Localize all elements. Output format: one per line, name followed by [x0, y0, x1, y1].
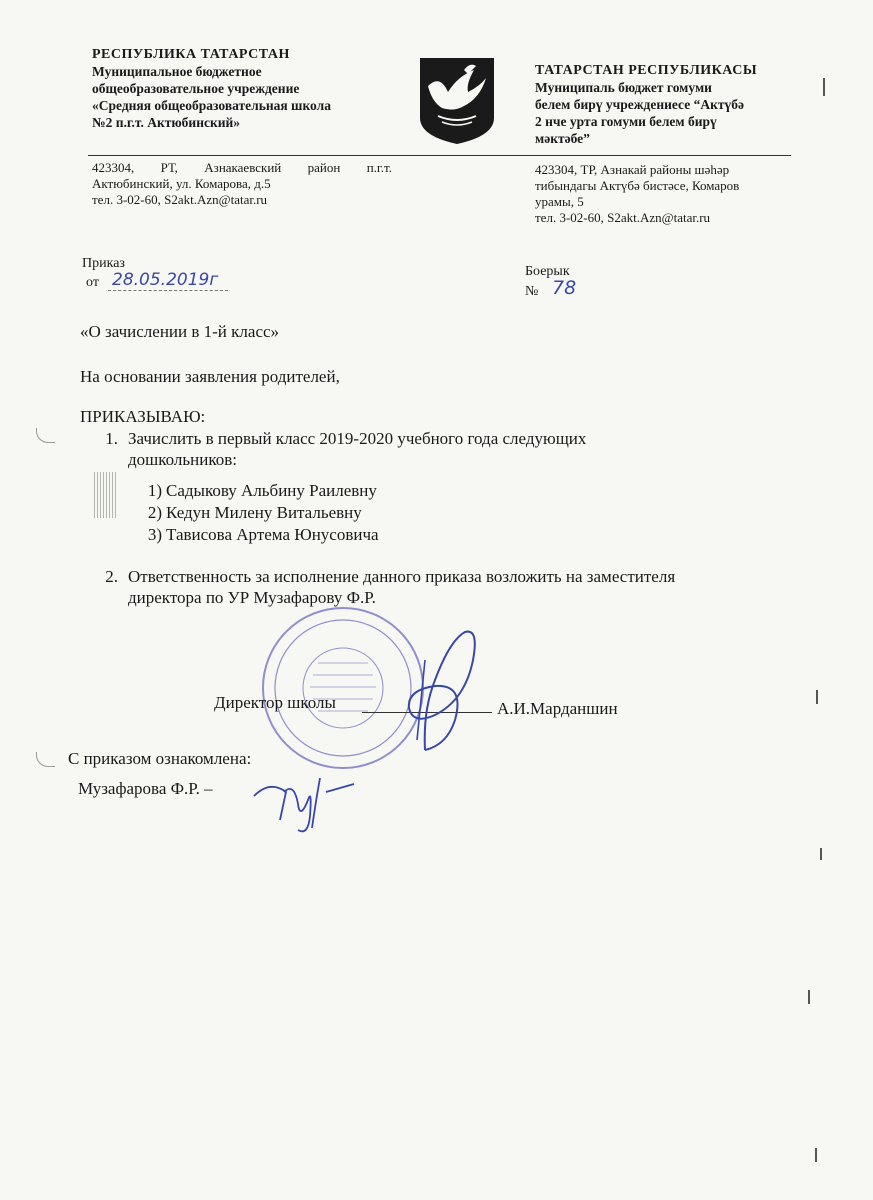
order-from-label: от — [86, 275, 99, 290]
address-right — [535, 162, 795, 226]
address-left-line3: тел. 3-02-60, S2akt.Azn@tatar.ru — [92, 192, 268, 207]
header-left-line3: «Средняя общеобразовательная школа — [92, 98, 331, 113]
margin-tick — [820, 848, 822, 860]
address-right-line3: урамы, 5 — [535, 194, 584, 209]
address-right-line2: тибындагы Актүбә бистәсе, Комаров — [535, 178, 740, 193]
item-1-line2: дошкольников: — [128, 450, 237, 469]
pupil-number: 1) — [147, 481, 162, 500]
order-title: «О зачислении в 1-й класс» — [80, 322, 280, 341]
acknowledgement-signature — [250, 770, 360, 840]
punch-hole-mark — [36, 428, 55, 443]
coat-of-arms-icon — [418, 56, 496, 146]
margin-tick — [816, 690, 818, 704]
director-signature — [395, 620, 485, 760]
header-right-line1: Муниципаль бюджет гомуми — [535, 80, 712, 95]
header-right — [535, 62, 795, 147]
republic-name-tt: ТАТАРСТАН РЕСПУБЛИКАСЫ — [535, 63, 758, 78]
header-left-line1: Муниципальное бюджетное — [92, 64, 262, 79]
director-position: Директор школы — [214, 693, 336, 712]
margin-tick — [815, 1148, 817, 1162]
pupil-name: Садыкову Альбину Раилевну — [166, 481, 377, 500]
republic-name-ru: РЕСПУБЛИКА ТАТАРСТАН — [92, 47, 290, 62]
pupil-name: Тависова Артема Юнусовича — [166, 525, 379, 544]
item-1-number: 1. — [105, 429, 118, 448]
order-label-ru: Приказ — [82, 256, 125, 271]
header-left-line2: общеобразовательное учреждение — [92, 81, 300, 96]
order-item-2 — [96, 566, 796, 616]
punch-hole-mark — [36, 752, 55, 767]
header-right-line4: мәктәбе” — [535, 131, 590, 146]
margin-tick — [808, 990, 810, 1004]
margin-tick — [823, 78, 825, 96]
order-label-tt: Боерык — [525, 264, 570, 279]
order-number-handwritten: 78 — [552, 277, 577, 299]
header-divider — [88, 155, 791, 156]
acknowledgement-label: С приказом ознакомлена: — [68, 749, 252, 768]
header-left — [92, 46, 392, 131]
address-left-line2: Актюбинский, ул. Комарова, д.5 — [92, 176, 271, 191]
order-basis: На основании заявления родителей, — [80, 367, 340, 386]
pupil-number: 3) — [147, 525, 162, 544]
item-1-line1: Зачислить в первый класс 2019-2020 учебного года следующих — [128, 429, 587, 448]
scan-smudge — [94, 472, 118, 518]
address-left-line1: 423304, РТ, Азнакаевский район п.г.т. — [92, 160, 392, 175]
director-name: А.И.Марданшин — [497, 699, 618, 718]
header-right-line2: белем бирү учреждениесе “Актүбә — [535, 97, 744, 112]
header-right-line3: 2 нче урта гомуми белем бирү — [535, 114, 717, 129]
header-left-line4: №2 п.г.т. Актюбинский» — [92, 115, 241, 130]
order-date-handwritten: 28.05.2019г — [112, 270, 219, 290]
pupil-name: Кедун Милену Витальевну — [166, 503, 362, 522]
acknowledgement-person: Музафарова Ф.Р. – — [78, 779, 213, 798]
address-right-line1: 423304, ТР, Азнакай районы шәһәр — [535, 162, 730, 177]
pupil-list — [140, 480, 540, 550]
pupil-number: 2) — [147, 503, 162, 522]
item-2-line1: Ответственность за исполнение данного приказа возложить на заместителя — [128, 567, 676, 586]
item-2-line2: директора по УР Музафарову Ф.Р. — [128, 588, 376, 607]
item-2-number: 2. — [105, 567, 118, 586]
address-left — [92, 160, 392, 208]
address-right-line4: тел. 3-02-60, S2akt.Azn@tatar.ru — [535, 210, 711, 225]
order-word: ПРИКАЗЫВАЮ: — [80, 407, 206, 426]
order-number-label: № — [525, 284, 539, 299]
